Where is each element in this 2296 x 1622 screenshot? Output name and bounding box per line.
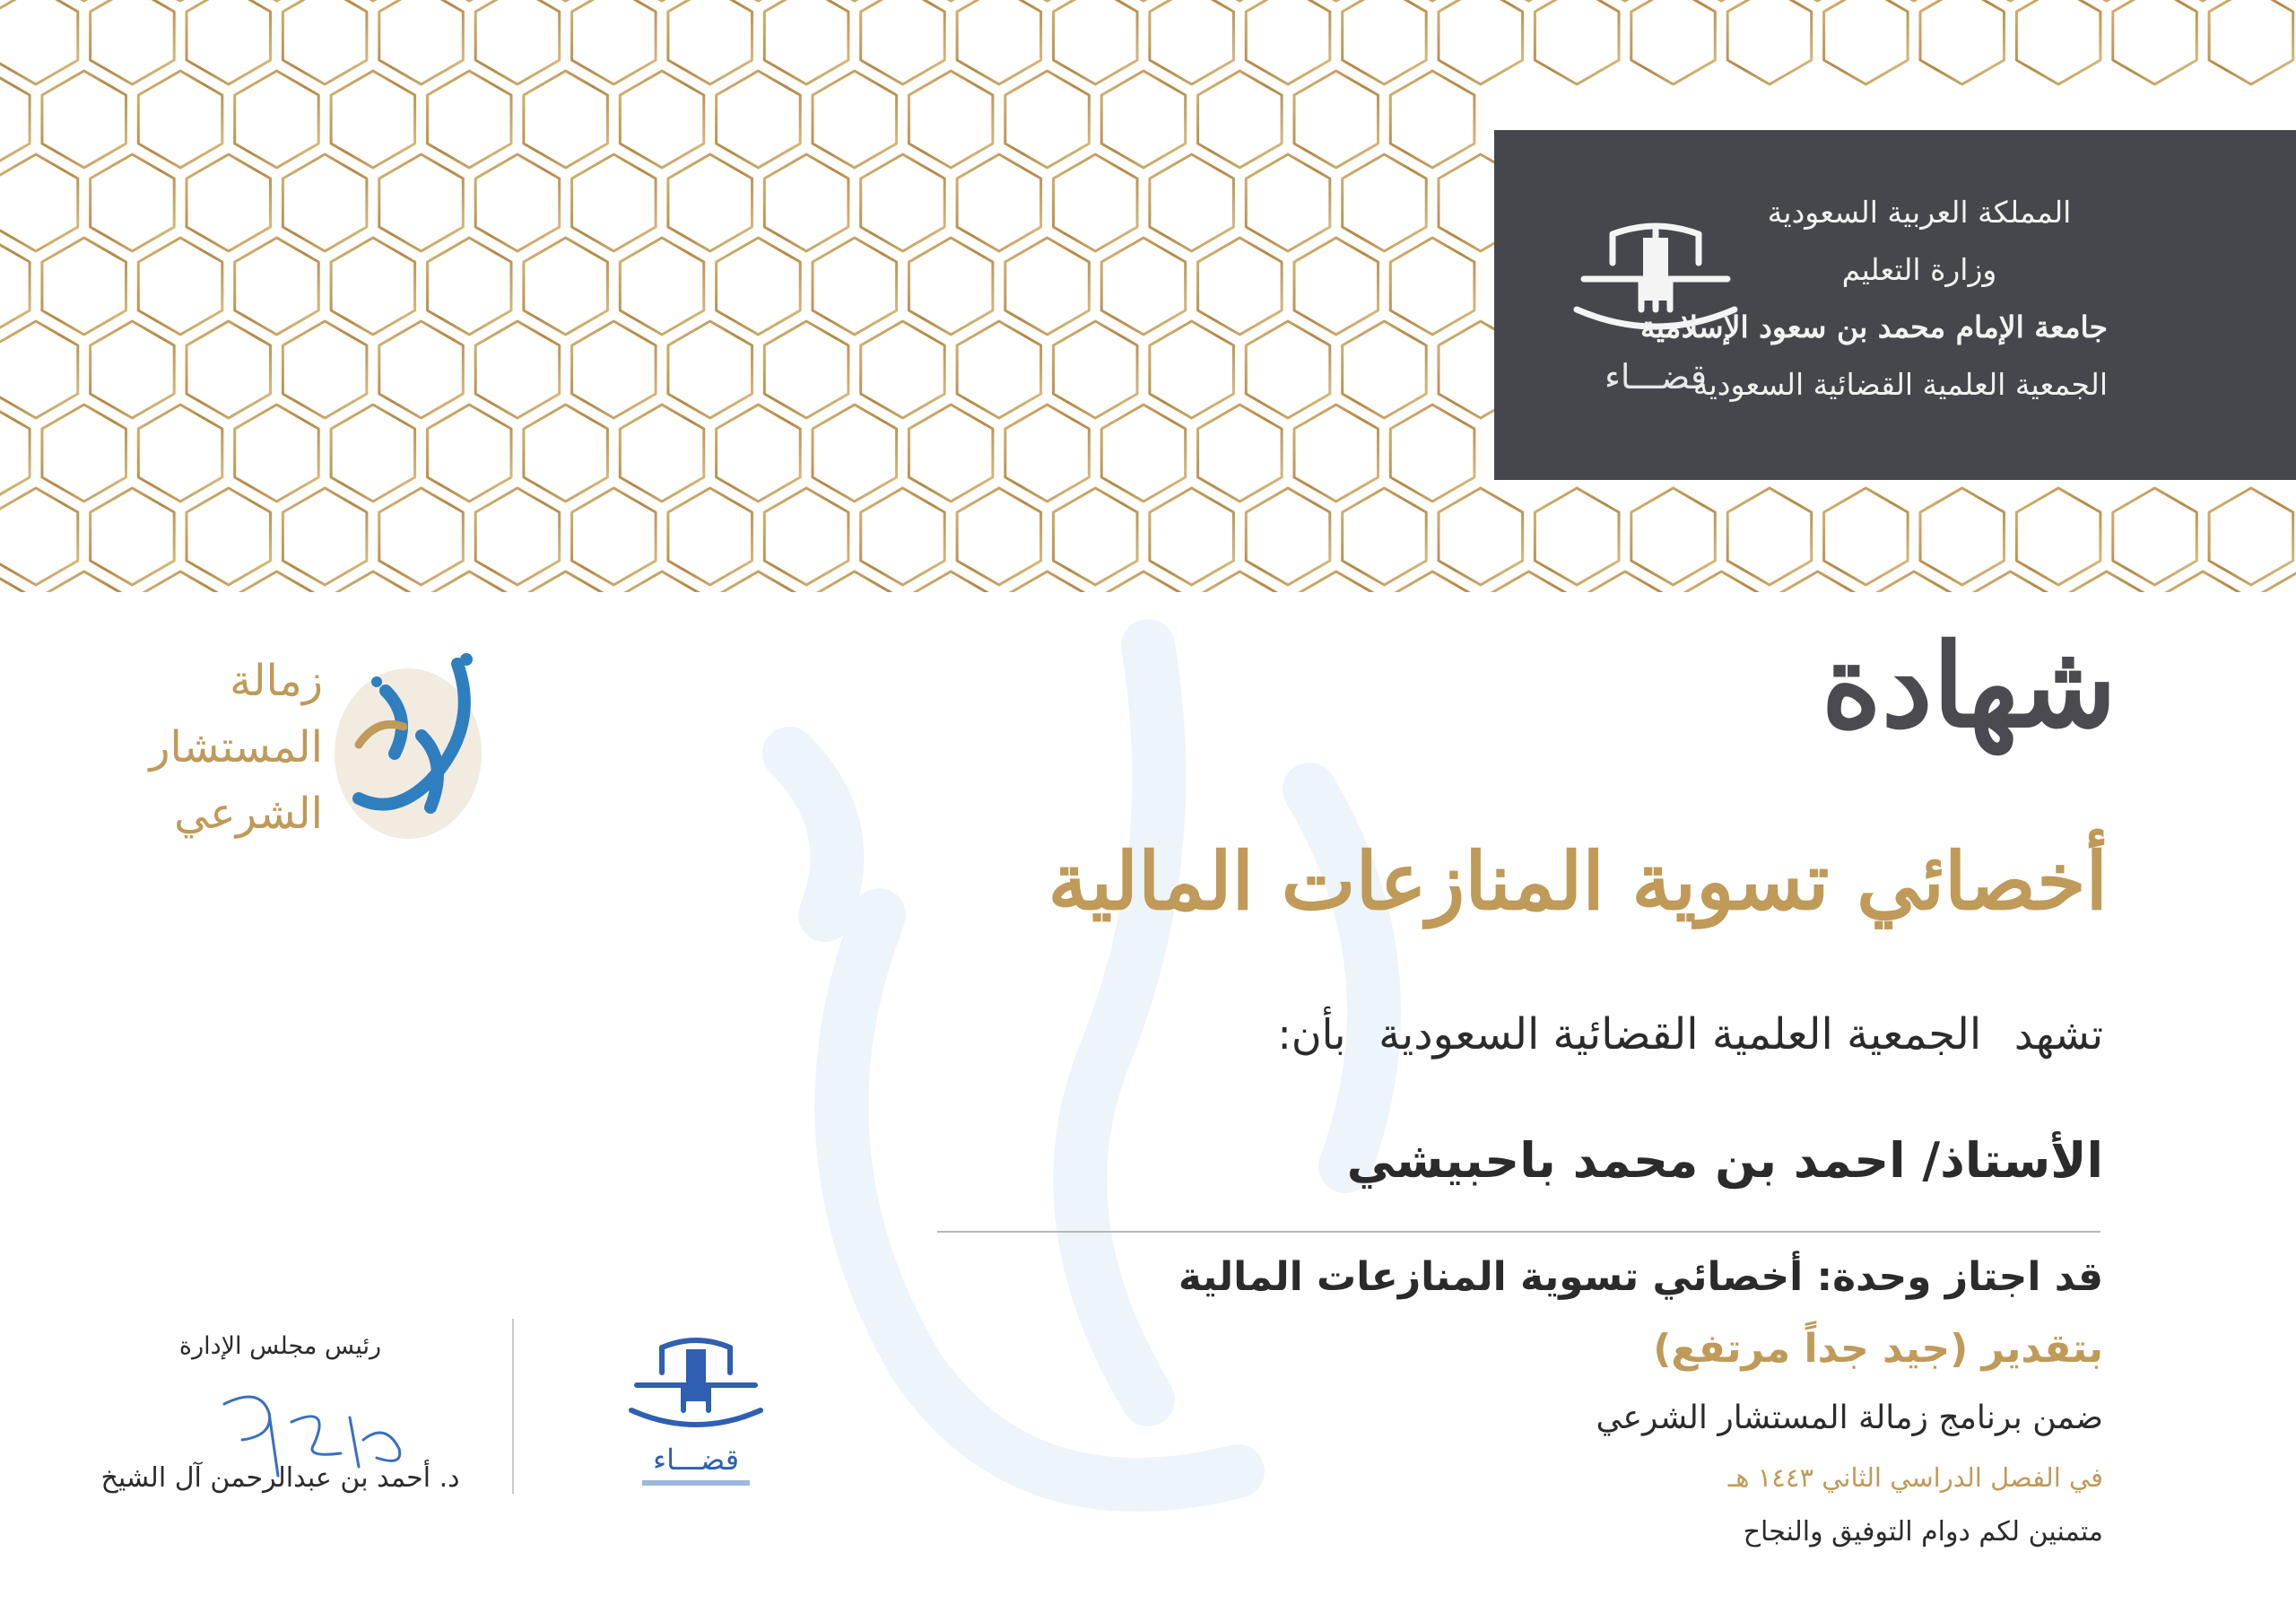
attest-suffix: بأن: — [1277, 1010, 1346, 1059]
hexagon-cell — [428, 405, 512, 501]
hexagon-cell — [475, 0, 560, 84]
vertical-separator — [512, 1319, 514, 1494]
hexagon-cell — [379, 154, 464, 251]
hexagon-cell — [1439, 488, 1523, 585]
hexagon-cell — [668, 0, 752, 84]
hexagon-cell — [909, 405, 993, 501]
hexagon-cell — [1680, 0, 1764, 1]
hexagon-cell — [717, 71, 801, 168]
hexagon-cell — [1824, 0, 1909, 84]
hexagon-cell — [1343, 0, 1427, 84]
hexagon-cell — [138, 71, 222, 168]
fellowship-line-3: الشرعي — [174, 789, 323, 839]
hexagon-cell — [1872, 0, 1956, 1]
signatory-name: د. أحمد بن عبدالرحمن آل الشيخ — [100, 1462, 460, 1494]
hexagon-cell — [91, 154, 175, 251]
hexagon-cell — [187, 0, 271, 84]
hexagon-cell — [1343, 488, 1427, 585]
fellowship-line-1: زمالة — [230, 656, 323, 706]
hexagon-cell — [235, 0, 319, 1]
signatory-title: رئيس مجلس الإدارة — [178, 1332, 382, 1360]
hexagon-cell — [764, 154, 848, 251]
hexagon-cell — [428, 71, 512, 168]
hexagon-cell — [475, 488, 560, 585]
hexagon-cell — [2016, 488, 2100, 585]
hexagon-cell — [1631, 0, 1716, 84]
hexagon-cell — [620, 405, 704, 501]
hexagon-cell — [957, 321, 1041, 418]
hexagon-cell — [1535, 488, 1619, 585]
hexagon-cell — [2257, 571, 2296, 592]
semester: في الفصل الدراسي الثاني ١٤٤٣ هـ — [1727, 1462, 2103, 1493]
hexagon-cell — [620, 0, 704, 1]
hexagon-cell — [2113, 0, 2197, 84]
hexagon-cell — [1150, 154, 1234, 251]
hexagon-cell — [1005, 238, 1090, 335]
hexagon-cell — [1054, 488, 1138, 585]
hexagon-cell — [2016, 0, 2100, 84]
hexagon-cell — [2065, 0, 2149, 1]
attestation-line — [1277, 1009, 2103, 1060]
hexagon-cell — [91, 0, 175, 84]
hexagon-cell — [861, 321, 944, 418]
hexagon-cell — [1824, 488, 1909, 585]
hexagon-cell — [1727, 488, 1812, 585]
hexagon-cell — [235, 238, 319, 335]
fellowship-line-2: المستشار — [149, 722, 323, 772]
attest-prefix: تشهد — [2013, 1010, 2103, 1059]
closing-wish: متمنين لكم دوام التوفيق والنجاح — [1743, 1516, 2103, 1548]
hexagon-cell — [2161, 0, 2245, 1]
hexagon-cell — [813, 0, 897, 1]
hexagon-cell — [1390, 0, 1474, 1]
header-panel — [1494, 130, 2296, 480]
certificate-title: شهادة — [1821, 619, 2117, 754]
recipient-name: الأستاذ/ احمد بن محمد باحبيشي — [1346, 1132, 2103, 1189]
header-line-university: جامعة الإمام محمد بن سعود الإسلامية — [1640, 310, 2108, 344]
hexagon-cell — [1487, 0, 1571, 1]
hexagon-cell — [283, 488, 367, 585]
hexagon-cell — [1150, 321, 1234, 418]
hexagon-cell — [764, 0, 848, 84]
hexagon-cell — [1294, 405, 1378, 501]
hexagon-cell — [0, 71, 30, 168]
hexagon-cell — [1246, 488, 1330, 585]
header-line-ministry: وزارة التعليم — [1841, 252, 1997, 287]
hexagon-cell — [138, 0, 222, 1]
hexagon-cell — [572, 488, 657, 585]
hexagon-cell — [1439, 0, 1523, 84]
hexagon-cell — [957, 0, 1041, 84]
hexagon-cell — [91, 321, 175, 418]
hexagon-cell — [331, 0, 415, 1]
hexagon-cell — [42, 238, 126, 335]
hexagon-cell — [1631, 488, 1716, 585]
hexagon-cell — [1343, 321, 1427, 418]
hexagon-cell — [813, 71, 897, 168]
hexagon-cell — [1054, 321, 1138, 418]
hexagon-cell — [1101, 405, 1186, 501]
hexagon-cell — [717, 238, 801, 335]
unit-passed: قد اجتاز وحدة: أخصائي تسوية المنازعات المالية — [1178, 1254, 2103, 1300]
hexagon-cell — [1101, 71, 1186, 168]
hexagon-cell — [187, 321, 271, 418]
hexagon-cell — [572, 0, 657, 84]
hexagon-cell — [1535, 0, 1619, 84]
hexagon-cell — [572, 154, 657, 251]
hexagon-cell — [861, 154, 944, 251]
hexagon-cell — [0, 405, 30, 501]
hexagon-cell — [524, 0, 608, 1]
hexagon-cell — [0, 0, 78, 84]
hexagon-cell — [813, 405, 897, 501]
hexagon-cell — [379, 321, 464, 418]
fellowship-logo — [323, 628, 502, 852]
hexagon-cell — [379, 488, 464, 585]
hexagon-cell — [620, 71, 704, 168]
hexagon-cell — [1583, 0, 1667, 1]
hexagon-cell — [861, 0, 944, 84]
hexagon-cell — [1727, 0, 1812, 84]
hexagon-cell — [235, 71, 319, 168]
hexagon-cell — [1005, 71, 1090, 168]
hexagon-cell — [1005, 0, 1090, 1]
hexagon-cell — [1294, 0, 1378, 1]
hexagon-cell — [813, 238, 897, 335]
hexagon-cell — [909, 71, 993, 168]
hexagon-cell — [1054, 154, 1138, 251]
program-line: ضمن برنامج زمالة المستشار الشرعي — [1596, 1400, 2103, 1436]
header-line-society: الجمعية العلمية القضائية السعودية — [1692, 367, 2108, 402]
hexagon-cell — [1198, 405, 1283, 501]
hexagon-cell — [138, 238, 222, 335]
hexagon-cell — [283, 0, 367, 84]
hexagon-cell — [909, 0, 993, 1]
hexagon-cell — [1005, 405, 1090, 501]
hexagon-cell — [1343, 154, 1427, 251]
hexagon-cell — [764, 488, 848, 585]
hexagon-cell — [717, 405, 801, 501]
hexagon-cell — [620, 238, 704, 335]
hexagon-cell — [1150, 0, 1234, 84]
hexagon-cell — [2113, 488, 2197, 585]
hexagon-cell — [0, 488, 78, 585]
qada-footer-logo — [615, 1328, 777, 1498]
hexagon-cell — [2209, 488, 2293, 585]
hexagon-cell — [572, 321, 657, 418]
hexagon-cell — [0, 571, 30, 592]
hexagon-cell — [957, 488, 1041, 585]
hexagon-cell — [524, 238, 608, 335]
hexagon-cell — [1776, 0, 1859, 1]
hexagon-cell — [957, 154, 1041, 251]
hexagon-cell — [668, 321, 752, 418]
hexagon-cell — [2209, 0, 2293, 84]
divider — [937, 1231, 2100, 1233]
fellowship-name — [144, 648, 323, 847]
hexagon-cell — [909, 238, 993, 335]
hexagon-cell — [1054, 0, 1138, 84]
hexagon-cell — [42, 0, 126, 1]
hexagon-cell — [187, 488, 271, 585]
header-line-kingdom: المملكة العربية السعودية — [1767, 195, 2072, 230]
hexagon-cell — [668, 488, 752, 585]
hexagon-cell — [428, 0, 512, 1]
watermark-calligraphy — [682, 592, 1578, 1579]
hexagon-cell — [331, 405, 415, 501]
hexagon-cell — [1101, 0, 1186, 1]
hexagon-cell — [1969, 0, 2053, 1]
hexagon-cell — [331, 238, 415, 335]
hexagon-cell — [0, 321, 78, 418]
attest-organization: الجمعية العلمية القضائية السعودية — [1378, 1009, 1982, 1060]
hexagon-cell — [379, 0, 464, 84]
hexagon-cell — [0, 154, 78, 251]
hexagon-cell — [668, 154, 752, 251]
hexagon-cell — [138, 405, 222, 501]
hexagon-cell — [1390, 71, 1474, 168]
qada-footer-logo-text: قضـــاء — [653, 1443, 739, 1477]
program-title: أخصائي تسوية المنازعات المالية — [1048, 834, 2108, 928]
hexagon-cell — [1390, 238, 1474, 335]
hexagon-cell — [1198, 71, 1283, 168]
hexagon-cell — [475, 154, 560, 251]
hexagon-cell — [861, 488, 944, 585]
hexagon-cell — [1246, 154, 1330, 251]
hexagon-cell — [1246, 0, 1330, 84]
hexagon-cell — [1198, 0, 1283, 1]
hexagon-cell — [1920, 0, 2005, 84]
hexagon-cell — [235, 405, 319, 501]
hexagon-cell — [331, 71, 415, 168]
hexagon-cell — [283, 321, 367, 418]
hexagon-cell — [42, 405, 126, 501]
grade: بتقدير (جيد جداً مرتفع) — [1653, 1326, 2103, 1372]
hexagon-cell — [1920, 488, 2005, 585]
hexagon-cell — [764, 321, 848, 418]
hexagon-cell — [524, 71, 608, 168]
hexagon-cell — [428, 238, 512, 335]
hexagon-cell — [0, 238, 30, 335]
hexagon-cell — [717, 0, 801, 1]
hexagon-cell — [283, 154, 367, 251]
hexagon-cell — [91, 488, 175, 585]
hexagon-cell — [475, 321, 560, 418]
qada-logo-text: قضـــاء — [1605, 357, 1707, 397]
hexagon-cell — [1198, 238, 1283, 335]
hexagon-cell — [1246, 321, 1330, 418]
hexagon-cell — [1150, 488, 1234, 585]
hexagon-cell — [42, 71, 126, 168]
hexagon-cell — [1390, 405, 1474, 501]
hexagon-cell — [1294, 71, 1378, 168]
hexagon-cell — [187, 154, 271, 251]
hexagon-cell — [1294, 238, 1378, 335]
hexagon-cell — [1101, 238, 1186, 335]
hexagon-cell — [524, 405, 608, 501]
